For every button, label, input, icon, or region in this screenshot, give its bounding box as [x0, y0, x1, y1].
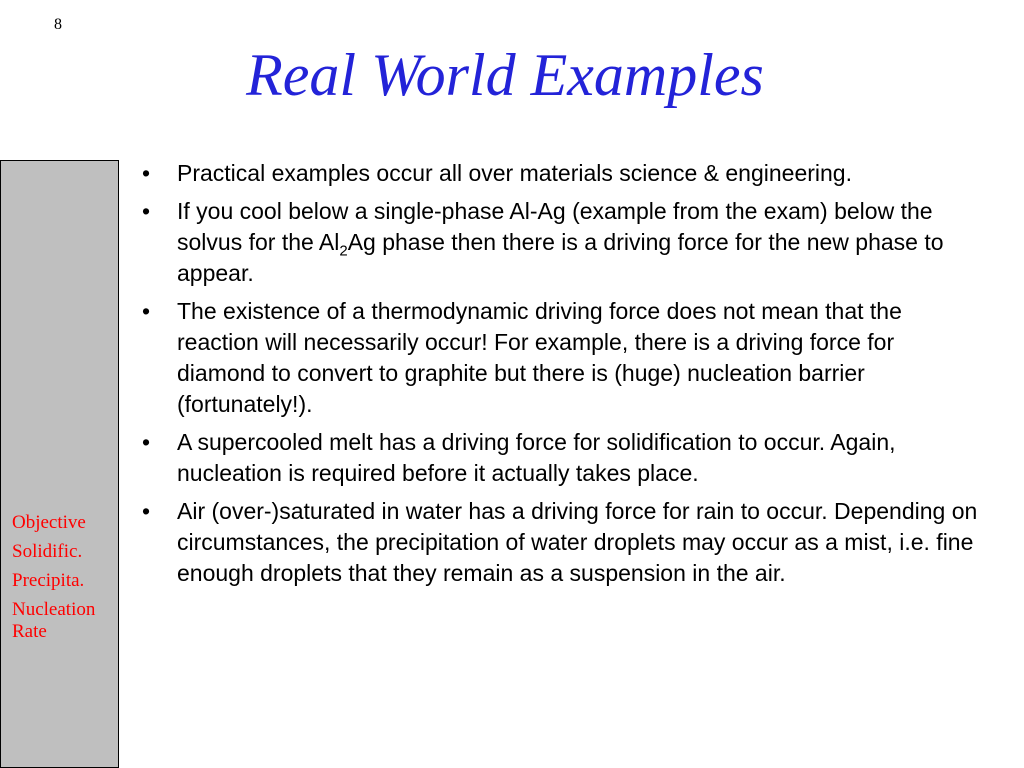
sidebar-item-nucleation-rate[interactable]: Nucleation Rate: [12, 599, 96, 642]
bullet-item: [140, 496, 980, 589]
bullet-text-after: Ag phase then there is a driving force for the new phase to appear.: [177, 229, 944, 286]
bullet-list: [140, 158, 980, 596]
bullet-marker: •: [142, 429, 151, 455]
bullet-text: The existence of a thermodynamic driving force does not mean that the reaction will necessarily occur! For example, there is a driving force for diamond to convert to graphite but there is (huge) nucleation barrier (fortunately!).: [177, 298, 902, 417]
bullet-text: Practical examples occur all over materials science & engineering.: [177, 160, 852, 186]
bullet-item: [140, 196, 980, 289]
subscript: 2: [339, 242, 348, 260]
sidebar-item-objective[interactable]: Objective: [12, 512, 86, 533]
sidebar: [0, 160, 119, 768]
page-number: 8: [54, 16, 62, 33]
sidebar-item-solidification[interactable]: Solidific.: [12, 541, 83, 562]
sidebar-item-precipitation[interactable]: Precipita.: [12, 570, 85, 591]
bullet-marker: •: [142, 160, 151, 186]
bullet-item: [140, 427, 980, 489]
bullet-marker: •: [142, 498, 151, 524]
bullet-item: [140, 296, 980, 420]
bullet-text: Air (over-)saturated in water has a driving force for rain to occur. Depending on circumstances, the precipitation of water droplets may occur as a mist, i.e. fine enough droplets that they remain as a suspension in the air.: [177, 498, 978, 586]
bullet-text: [177, 198, 944, 286]
bullet-text: A supercooled melt has a driving force for solidification to occur. Again, nucleation is required before it actually takes place.: [177, 429, 896, 486]
slide-title: Real World Examples: [246, 42, 764, 108]
bullet-marker: •: [142, 298, 151, 324]
sidebar-nav: [12, 512, 126, 650]
bullet-item: [140, 158, 980, 189]
bullet-text-before: If you cool below a single-phase Al-Ag (example from the exam) below the solvus for the Al: [177, 198, 933, 255]
bullet-marker: •: [142, 198, 151, 224]
